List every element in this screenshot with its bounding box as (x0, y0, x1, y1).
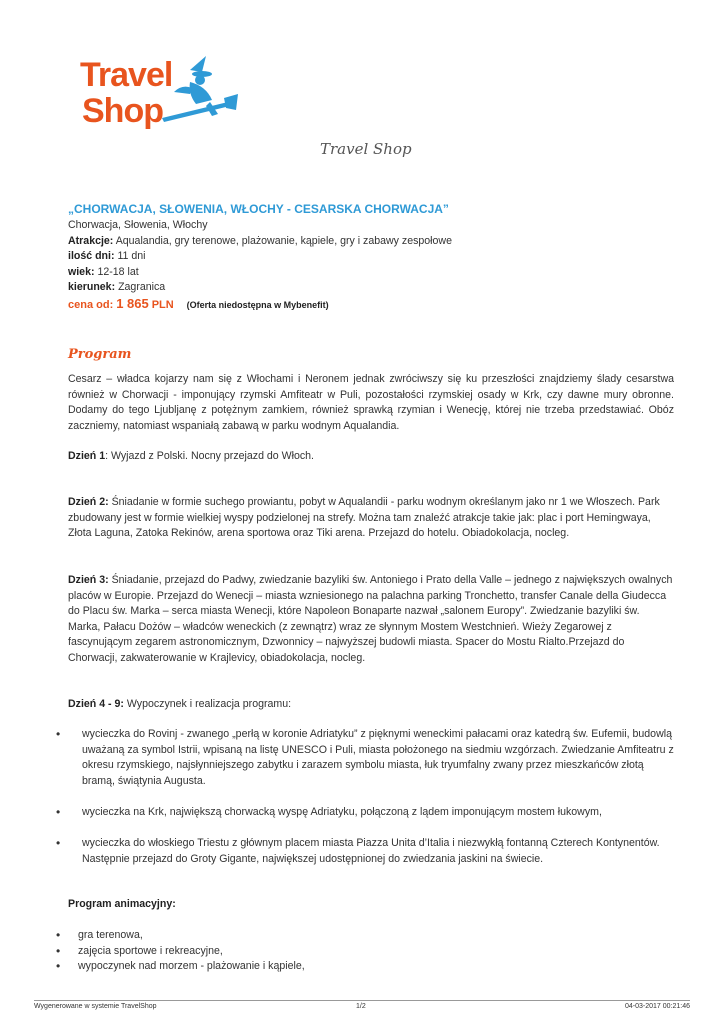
attractions-value: Aqualandia, gry terenowe, plażowanie, kąpiele, gry i zabawy zespołowe (115, 234, 452, 247)
footer-page-number: 1/2 (356, 1003, 366, 1010)
offer-attractions-row (68, 234, 452, 250)
age-value: 12-18 lat (97, 265, 139, 278)
day-4-9 (68, 697, 674, 713)
list-item: • wycieczka do Rovinj - zwanego „perłą w koronie Adriatyku” z pięknymi weneckimi pałacami oraz katedrą św. Eufemii, budowlą uważaną za symbol Istrii, wpisaną na listę UNESCO i Puli, miasta położonego na siedmiu wzgórzach. Zwiedzanie Amfiteatru z okresu rzymskiego, najsłynniejszego zabytku i zarazem symbolu miasta, łuk tryumfalny zwany przez mieszkańców złotą bramą, świątynia Augusta. (68, 727, 674, 789)
offer-direction-row (68, 280, 452, 296)
days-value: 11 dni (117, 250, 146, 262)
travelshop-logo (78, 52, 238, 138)
direction-value: Zagranica (118, 281, 166, 293)
direction-label: kierunek: (68, 281, 116, 293)
price-note: (Oferta niedostępna w Mybenefit) (186, 299, 329, 310)
day-4-9-label: Dzień 4 - 9: (68, 698, 124, 710)
animation-list (78, 928, 305, 975)
day-2-text: Śniadanie w formie suchego prowiantu, pobyt w Aqualandii - parku wodnym określanym jako nr 1 we Włoszech. Park zbudowany jest w formie wielkiej wyspy podzielonej na strefy. Można tam znaleźć atrakcje takie jak: plac i port Hemingwaya, Złota Laguna, Zatoka Rekinów, arena sportowa oraz Tiki arena. Przejazd do hotelu. Obiadokolacja, nocleg. (68, 496, 660, 539)
trips-list-3 (68, 836, 674, 867)
list-item: • wycieczka na Krk, największą chorwacką wyspę Adriatyku, połączoną z lądem imponującym mostem łukowym, (68, 805, 674, 821)
animation-heading: Program animacyjny: (68, 898, 176, 910)
trips-list-2 (68, 805, 674, 821)
attractions-label: Atrakcje: (68, 234, 114, 247)
day-3-text: Śniadanie, przejazd do Padwy, zwiedzanie bazyliki św. Antoniego i Prato della Valle – jednego z największych owalnych placów w Europie. Przejazd do Wenecji – miasta wzniesionego na palachna parking Tronchetto, transfer Canale della Giudecca do Placu św. Marka – serca miasta Wenecji, które Napoleon Bonaparte nazwał „salonem Europy”. Zwiedzanie bazyliki św. Marka, Pałacu Dożów – władców weneckich (z zewnątrz) wraz ze słynnym Mostem Westchnień. Wieży Zegarowej z fascynującym zegarem astronomicznym, Dzwonnicy – najwyższej budowli miasta. Spacer do Mostu Rialto.Przejazd do Chorwacji, zakwaterowanie w Krajlevicy, obiadokolacja, nocleg. (68, 574, 673, 664)
price-currency: PLN (151, 298, 174, 311)
day-2 (68, 495, 674, 542)
day-3 (68, 573, 674, 666)
footer-generated: Wygenerowane w systemie TravelShop (34, 1003, 157, 1010)
list-item: • wypoczynek nad morzem - plażowanie i kąpiele, (78, 959, 305, 975)
day-1-label: Dzień 1 (68, 450, 106, 462)
footer-divider (34, 1000, 690, 1001)
offer-days-row (68, 249, 452, 265)
offer-title: „CHORWACJA, SŁOWENIA, WŁOCHY - CESARSKA CHORWACJA” (68, 202, 449, 216)
brand-name: Travel Shop (320, 140, 412, 158)
logo-text-travel: Travel (80, 56, 173, 94)
days-label: ilość dni: (68, 250, 115, 262)
offer-countries: Chorwacja, Słowenia, Włochy (68, 219, 208, 231)
day-4-9-text: Wypoczynek i realizacja programu: (123, 698, 292, 710)
offer-meta (68, 218, 452, 313)
list-item: • wycieczka do włoskiego Triestu z głównym placem miasta Piazza Unita d’Italia i niezwykłą fontanną Czterech Kontynentów. Następnie przejazd do Groty Gigante, największej udostępnionej do zwiedzania jaskini na świecie. (68, 836, 674, 867)
price-label: cena od: (68, 298, 114, 311)
price-value: 1 865 (116, 295, 149, 311)
day-1-text: : Wyjazd z Polski. Nocny przejazd do Włoch. (105, 450, 315, 462)
trips-list (68, 727, 674, 789)
logo-text-shop: Shop (82, 92, 163, 130)
list-item: • gra terenowa, (78, 928, 305, 944)
day-1 (68, 449, 674, 465)
footer-timestamp: 04-03-2017 00:21:46 (625, 1003, 690, 1010)
list-item: • zajęcia sportowe i rekreacyjne, (78, 944, 305, 960)
program-heading: Program (68, 347, 132, 362)
offer-price-row (68, 296, 452, 314)
witch-icon (162, 56, 238, 122)
program-intro: Cesarz – władca kojarzy nam się z Włochami i Neronem jednak zwróciwszy się ku przeszłości znajdziemy ślady cesarstwa również w Chorwacji - imponujący rzymski Amfiteatr w Puli, pozostałości rzymskiej osady w Krk, czy dawne mury obronne. Dodamy do tego Ljubljanę z potężnym zamkiem, również sprawką rzymian i Wenecję, której nie trzeba przedstawiać. Obóz zaczniemy, natomiast wspaniałą zabawą w parku wodnym Aqualandia. (68, 373, 674, 432)
day-3-label: Dzień 3: (68, 574, 109, 586)
age-label: wiek: (68, 265, 95, 278)
offer-age-row (68, 265, 452, 281)
day-2-label: Dzień 2: (68, 496, 109, 508)
